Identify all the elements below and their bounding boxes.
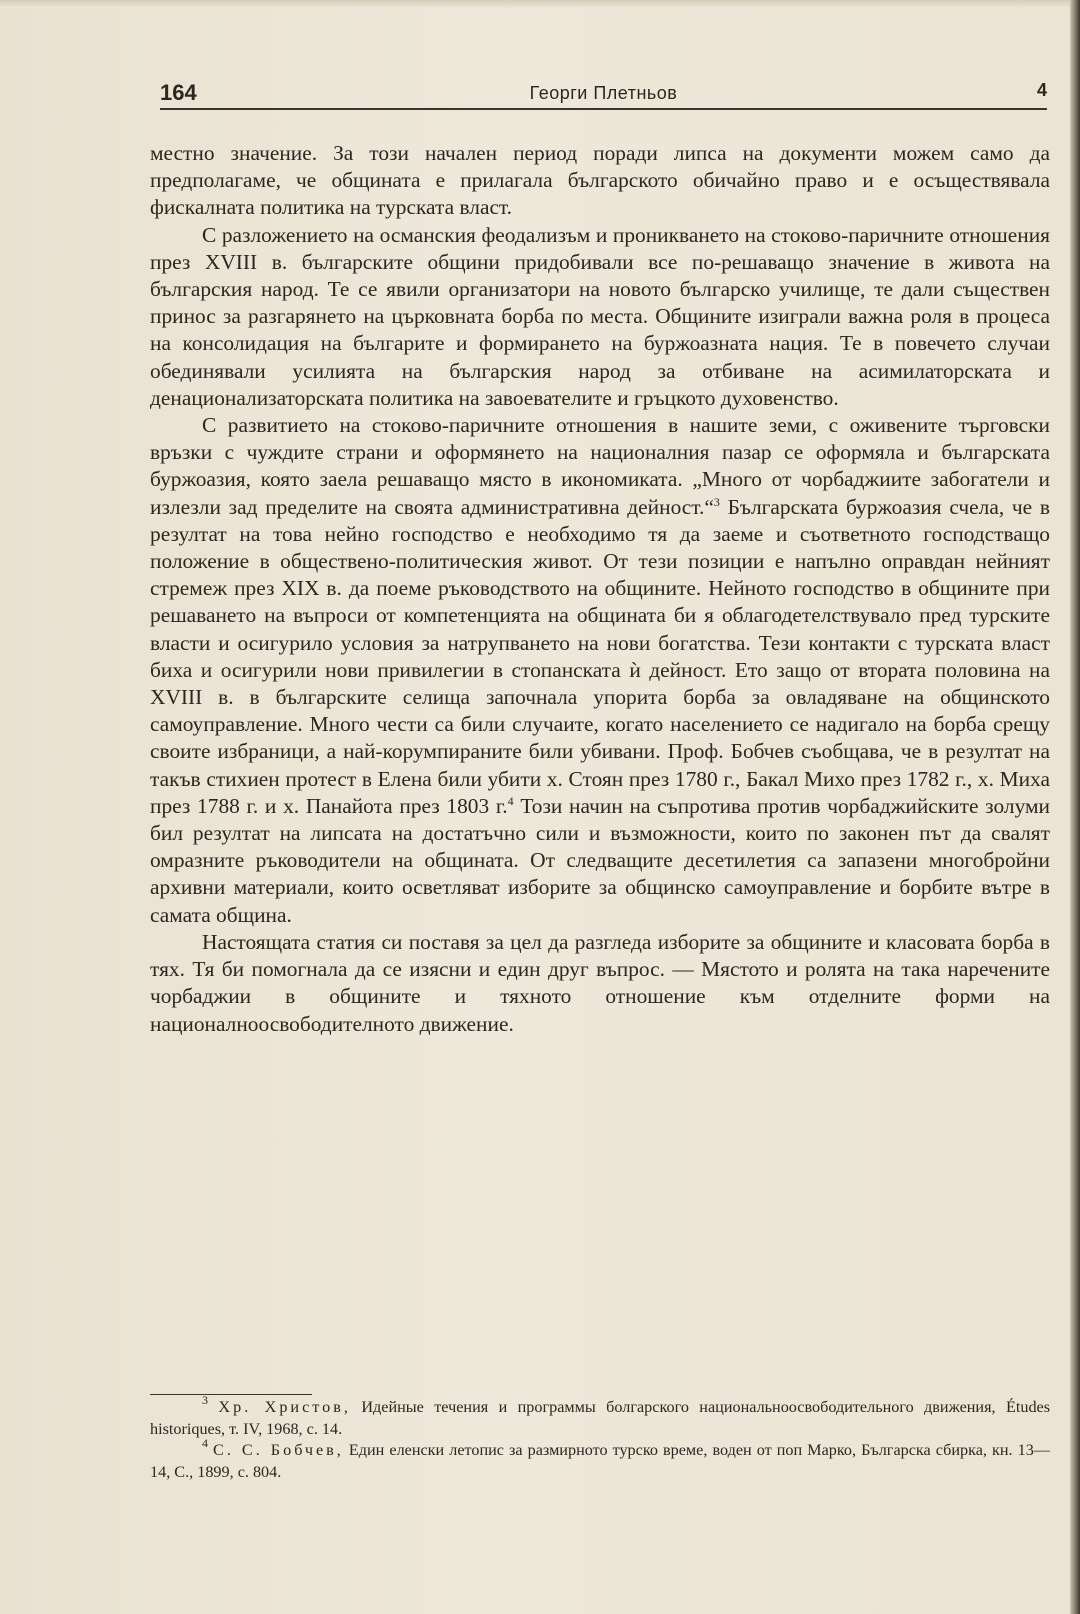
footnote-ref-3[interactable]: 3: [713, 494, 720, 509]
footnote-4-text: Един еленски летопис за размирното турско време, воден от поп Марко, Българска сбирка, кн. 13—14, С., 1899, с. 804.: [150, 1441, 1051, 1481]
corner-mark: 4: [1036, 80, 1047, 100]
footnote-3-author: Хр. Христов,: [218, 1398, 351, 1416]
page-number: 164: [160, 80, 197, 105]
footnotes: [150, 1393, 1051, 1483]
paragraph-bourgeoisie-text-c: Този начин на съпротива против чорбаджийските золуми бил резултат на липсата на достатъчно сили и възможности, които по законен път да свалят омразните ръководители на общината. От следващите десетилетия са запазени многобройни архивни материали, които осветляват изборите за общинско самоуправление и борбите вътре в самата община.: [150, 793, 1050, 927]
paragraph-bourgeoisie-text-a: С развитието на стоково-паричните отношения в нашите земи, с оживените търговски връзки с чуждите страни и оформянето на националния пазар се оформяла и българската буржоазия, която заела решаващо място в икономиката. „Много от чорбаджиите забогатели и излезли зад пределите на своята административна дейност.“: [150, 413, 1050, 519]
footnote-3: [150, 1393, 1051, 1440]
footnote-mark-4: 4: [202, 1436, 208, 1450]
footnote-ref-4[interactable]: 4: [507, 793, 514, 808]
paragraph-bourgeoisie-text-b: Българската буржоазия счела, че в резултат на това нейно господство е необходимо тя да заеме и съответното господстващо положение в обществено-политическия живот. От тези позиции е напълно оправдан нейният стремеж през XIX в. да поеме ръководството на общините. Нейното господство в общините при решаването на въпроси от компетенцията на общината би я облагодетелствувало пред турските власти и осигурило условия за натрупването на нови богатства. Тези контакти с турската власт биха и осигурили нови привилегии в стопанската ѝ дейност. Ето защо от втората половина на XVIII в. в българските селища започнала упорита борба за овладяване на общинското самоуправление. Много чести са били случаите, когато населението се надигало на борба срещу своите избраници, а най-корумпираните били убивани. Проф. Бобчев съобщава, че в резултат на такъв стихиен протест в Елена били убити х. Стоян през 1780 г., Бакал Михо през 1782 г., х. Миха през 1788 г. и х. Панайота през 1803 г.: [150, 494, 1050, 818]
paragraph-ottoman-feudalism: С разложението на османския феодализъм и проникването на стоково-паричните отношения през XVIII в. българските общини придобивали все по-решаващо значение в живота на българския народ. Те се явили организатори на новото българско училище, те дали съществен принос за разгарянето на църковната борба по места. Общините изиграли важна роля в процеса на консолидация на българите и формирането на буржоазната нация. Те в повечето случаи обединявали усилията на българския народ за отбиване на асимилаторската и денационализаторската политика на завоевателите и гръцкото духовенство.: [150, 222, 1050, 410]
running-head-author: Георги Плетньов: [529, 83, 678, 103]
page-binding-edge: [1070, 0, 1080, 1614]
footnote-divider: [150, 1394, 312, 1395]
body-text: [150, 140, 1050, 1038]
page-top-edge: [0, 0, 1080, 8]
footnote-4-author: С. С. Бобчев,: [213, 1441, 344, 1459]
paragraph-continued: местно значение. За този начален период поради липса на документи можем само да предполагаме, че общината е прилагала българското обичайно право и е осъществявала фискалната политика на турската власт.: [150, 141, 1050, 220]
paragraph-bourgeoisie: [150, 412, 1050, 929]
footnote-mark-3: 3: [202, 1393, 208, 1407]
footnote-4: [150, 1436, 1051, 1483]
paragraph-article-aim: Настоящата статия си поставя за цел да разгледа изборите за общините и класовата борба в тях. Тя би помогнала да се изясни и един друг въпрос. — Мястото и ролята на така наречените чорбаджии в общините и тяхното отношение към отделните форми на националноосвободителното движение.: [150, 929, 1050, 1036]
running-header: [160, 78, 1047, 110]
footnote-3-text: Идейные течения и программы болгарского национальноосвободительного движения, Études historiques, т. IV, 1968, с. 14.: [150, 1398, 1051, 1438]
